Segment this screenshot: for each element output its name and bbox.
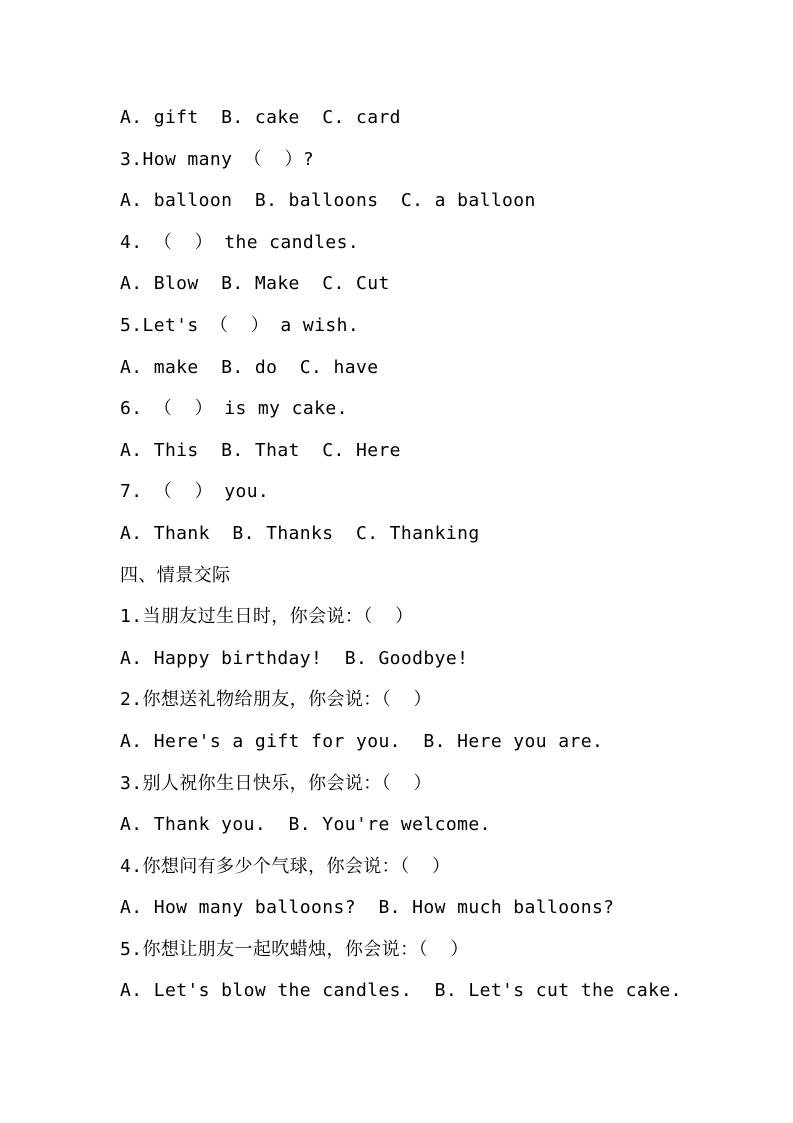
options-line: A. make B. do C. have [120, 356, 379, 378]
options-line: A. Blow B. Make C. Cut [120, 273, 390, 295]
options-line: A. Thank you. B. You're welcome. [120, 814, 491, 836]
options-line: A. Thank B. Thanks C. Thanking [120, 522, 480, 544]
options-line: A. Let's blow the candles. B. Let's cut the cake. [120, 980, 682, 1002]
question-line: 7. （ ） you. [120, 481, 270, 503]
options-line: A. gift B. cake C. card [120, 107, 401, 128]
options-line: A. balloon B. balloons C. a balloon [120, 190, 536, 212]
options-line: A. How many balloons? B. How much balloons? [120, 897, 615, 919]
question-line: 4. （ ） the candles. [120, 231, 360, 253]
question-line: 3.How many （ ）? [120, 148, 315, 170]
question-line: 4.你想问有多少个气球，你会说：（ ） [120, 855, 451, 877]
question-line: 3.别人祝你生日快乐，你会说：（ ） [120, 772, 432, 794]
question-line: 6. （ ） is my cake. [120, 398, 348, 420]
section-heading: 四、情景交际 [120, 564, 231, 586]
question-line: 5.你想让朋友一起吹蜡烛，你会说：（ ） [120, 938, 469, 960]
question-line: 2.你想送礼物给朋友，你会说：（ ） [120, 689, 432, 711]
options-line: A. This B. That C. Here [120, 439, 401, 461]
question-line: 1.当朋友过生日时，你会说：（ ） [120, 606, 414, 628]
question-line: 5.Let's （ ） a wish. [120, 314, 360, 336]
options-line: A. Happy birthday! B. Goodbye! [120, 647, 469, 669]
options-line: A. Here's a gift for you. B. Here you are. [120, 730, 604, 752]
worksheet-content [120, 104, 760, 1019]
